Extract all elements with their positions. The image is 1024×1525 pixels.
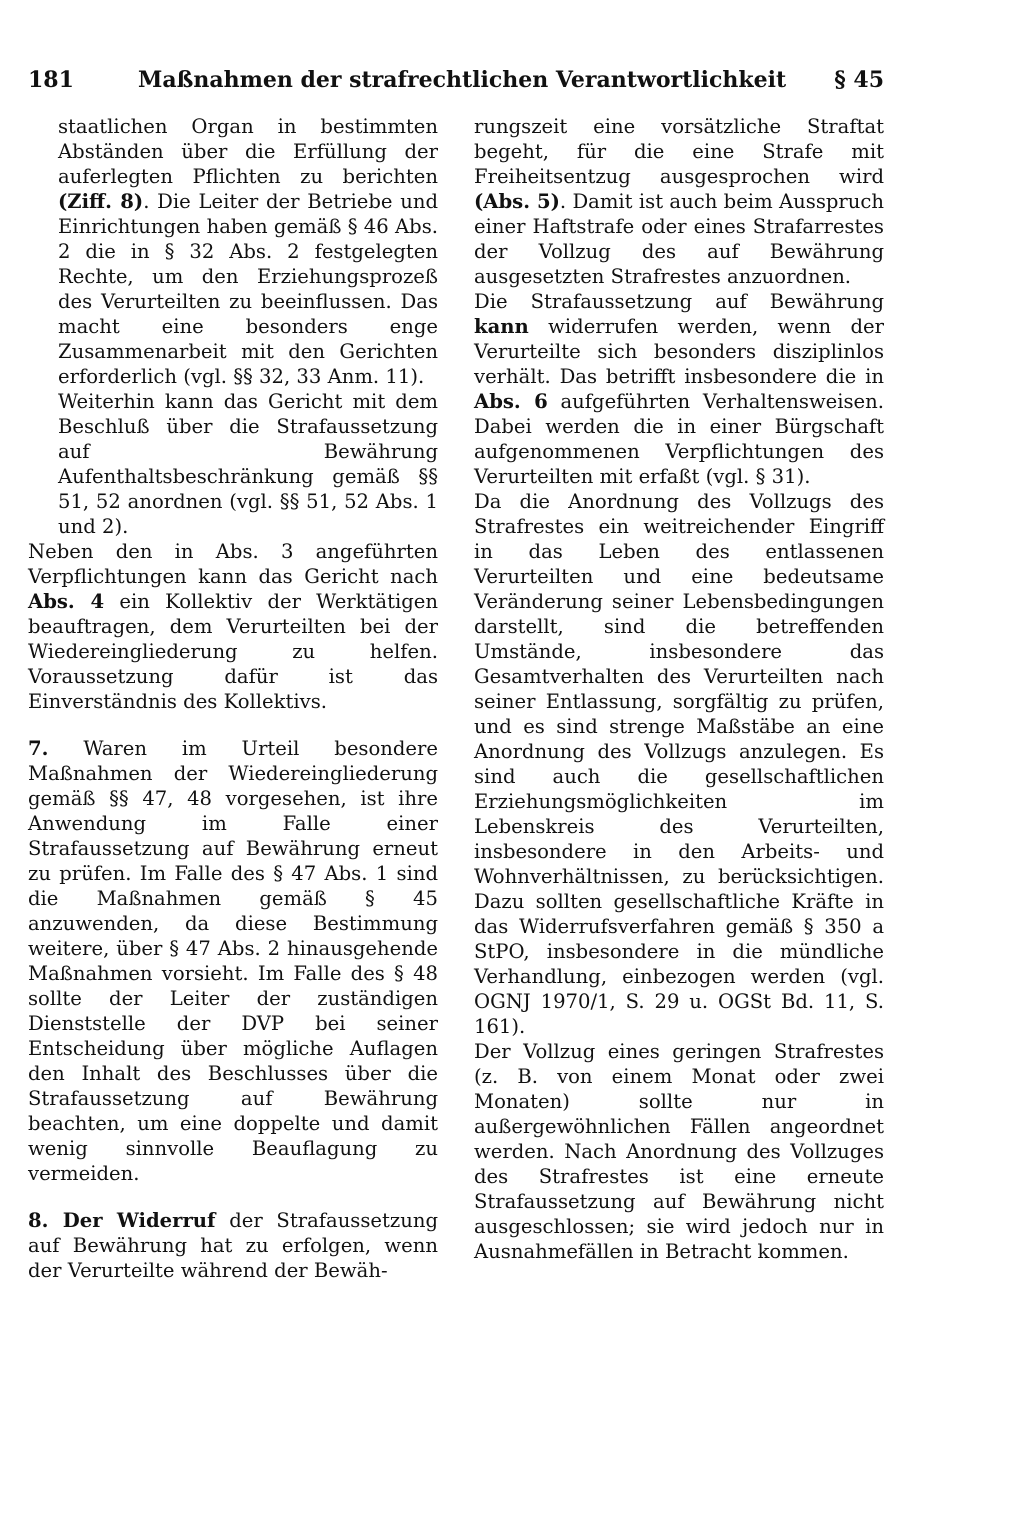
text-run: Neben den in Abs. 3 angeführten Verpflichtungen kann das Gericht nach <box>28 540 438 588</box>
right-paragraph-4: Der Vollzug eines geringen Strafrestes (z. B. von einem Monat oder zwei Monaten) sollte nur in außergewöhnlichen Fällen angeordnet werden. Nach Anordnung des Vollzuges des Strafrestes ist eine erneute Strafaussetzung auf Bewährung nicht ausgeschlossen; sie wird jedoch nur in Ausnahmefällen in Betracht kommen. <box>474 1040 884 1263</box>
page-number: 181 <box>28 67 74 93</box>
annotation-number: 7. <box>28 737 49 760</box>
text-run: aufgeführten Verhaltensweisen. Dabei werden die in einer Bürgschaft aufgenommenen Verpflichtungen des Verurteilten mit erfaßt (vgl. § 31). <box>474 390 885 488</box>
text-run: Waren im Urteil besondere Maßnahmen der Wiedereingliederung gemäß §§ 47, 48 vorgesehen, ist ihre Anwendung im Falle einer Strafaussetzung auf Bewährung erneut zu prüfen. Im Falle des § 47 Abs. 1 sind die Maßnahmen gemäß § 45 anzuwenden, da diese Bestimmung weitere, über § 47 Abs. 2 hinausgehende Maßnahmen vorsieht. Im Falle des § 48 sollte der Leiter der zuständigen Dienststelle der DVP bei seiner Entscheidung über mögliche Auflagen den Inhalt des Beschlusses über die Strafaussetzung auf Bewährung beachten, um eine doppelte und damit wenig sinnvolle Beauflagung zu vermeiden. <box>28 737 438 1185</box>
section-mark: § 45 <box>834 67 884 93</box>
text-run: . Die Leiter der Betriebe und Einrichtungen haben gemäß § 46 Abs. 2 die in § 32 Abs. 2 festgelegten Rechte, um den Erziehungsprozeß des Verurteilten zu beeinflussen. Das macht eine besonders enge Zusammenarbeit mit den Gerichten erforderlich (vgl. §§ 32, 33 Anm. 11). <box>58 190 439 388</box>
right-paragraph-3: Da die Anordnung des Vollzugs des Strafrestes ein weitreichender Eingriff in das Leben des entlassenen Verurteilten und eine bedeutsame Veränderung seiner Lebensbedingungen darstellt, sind die betreffenden Umstände, insbesondere das Gesamtverhalten des Verurteilten nach seiner Entlassung, sorgfältig zu prüfen, und es sind strenge Maßstäbe an eine Anordnung des Vollzugs anzulegen. Es sind auch die gesellschaftlichen Erziehungsmöglichkeiten im Lebenskreis des Verurteilten, insbesondere in den Arbeits- und Wohnverhältnissen, zu berücksichtigen. Dazu sollten gesellschaftliche Kräfte in das Widerrufsverfahren gemäß § 350 a StPO, insbesondere in die mündliche Verhandlung, einbezogen werden (vgl. OGNJ 1970/1, S. 29 u. OGSt Bd. 11, S. 161). <box>474 490 884 1038</box>
right-paragraph-1 <box>474 114 884 289</box>
text-run: staatlichen Organ in bestimmten Abständen über die Erfüllung der auferlegten Pflichten zu berichten <box>58 115 438 188</box>
right-paragraph-2 <box>474 289 884 489</box>
reference-bold: Abs. 6 <box>474 390 548 413</box>
left-column <box>28 114 438 1283</box>
reference-bold: (Abs. 5) <box>474 190 560 213</box>
text-run: Die Strafaussetzung auf Bewährung <box>474 290 884 313</box>
text-columns <box>28 114 884 1283</box>
annotation-7 <box>28 736 438 1186</box>
text-run: widerrufen werden, wenn der Verurteilte sich besonders disziplinlos verhält. Das betrifft insbesondere die in <box>474 315 884 388</box>
text-run: . Damit ist auch beim Ausspruch einer Haftstrafe oder eines Strafarrestes der Vollzug des auf Bewährung ausgesetzten Strafrestes anzuordnen. <box>474 190 884 288</box>
right-column <box>474 114 884 1283</box>
left-paragraph-1 <box>58 114 438 389</box>
reference-bold: (Ziff. 8) <box>58 190 144 213</box>
text-run: rungszeit eine vorsätzliche Straftat begeht, für die eine Strafe mit Freiheitsentzug ausgesprochen wird <box>474 115 884 188</box>
running-title: Maßnahmen der strafrechtlichen Verantwortlichkeit <box>138 67 787 93</box>
term-bold: Der Widerruf <box>48 1209 216 1232</box>
running-head <box>28 66 884 108</box>
text-run: der Strafaussetzung auf Bewährung hat zu erfolgen, wenn der Verurteilte während der Bewäh- <box>28 1209 438 1282</box>
left-paragraph-3 <box>28 539 438 714</box>
left-paragraph-2: Weiterhin kann das Gericht mit dem Beschluß über die Strafaussetzung auf Bewährung Aufenthaltsbeschränkung gemäß §§ 51, 52 anordnen (vgl. §§ 51, 52 Abs. 1 und 2). <box>58 390 438 538</box>
text-run: ein Kollektiv der Werktätigen beauftragen, dem Verurteilten bei der Wiedereingliederung zu helfen. Voraussetzung dafür ist das Einverständnis des Kollektivs. <box>28 590 438 713</box>
term-bold: kann <box>474 315 529 338</box>
reference-bold: Abs. 4 <box>28 590 105 613</box>
annotation-8 <box>28 1208 438 1283</box>
annotation-number: 8. <box>28 1209 49 1232</box>
